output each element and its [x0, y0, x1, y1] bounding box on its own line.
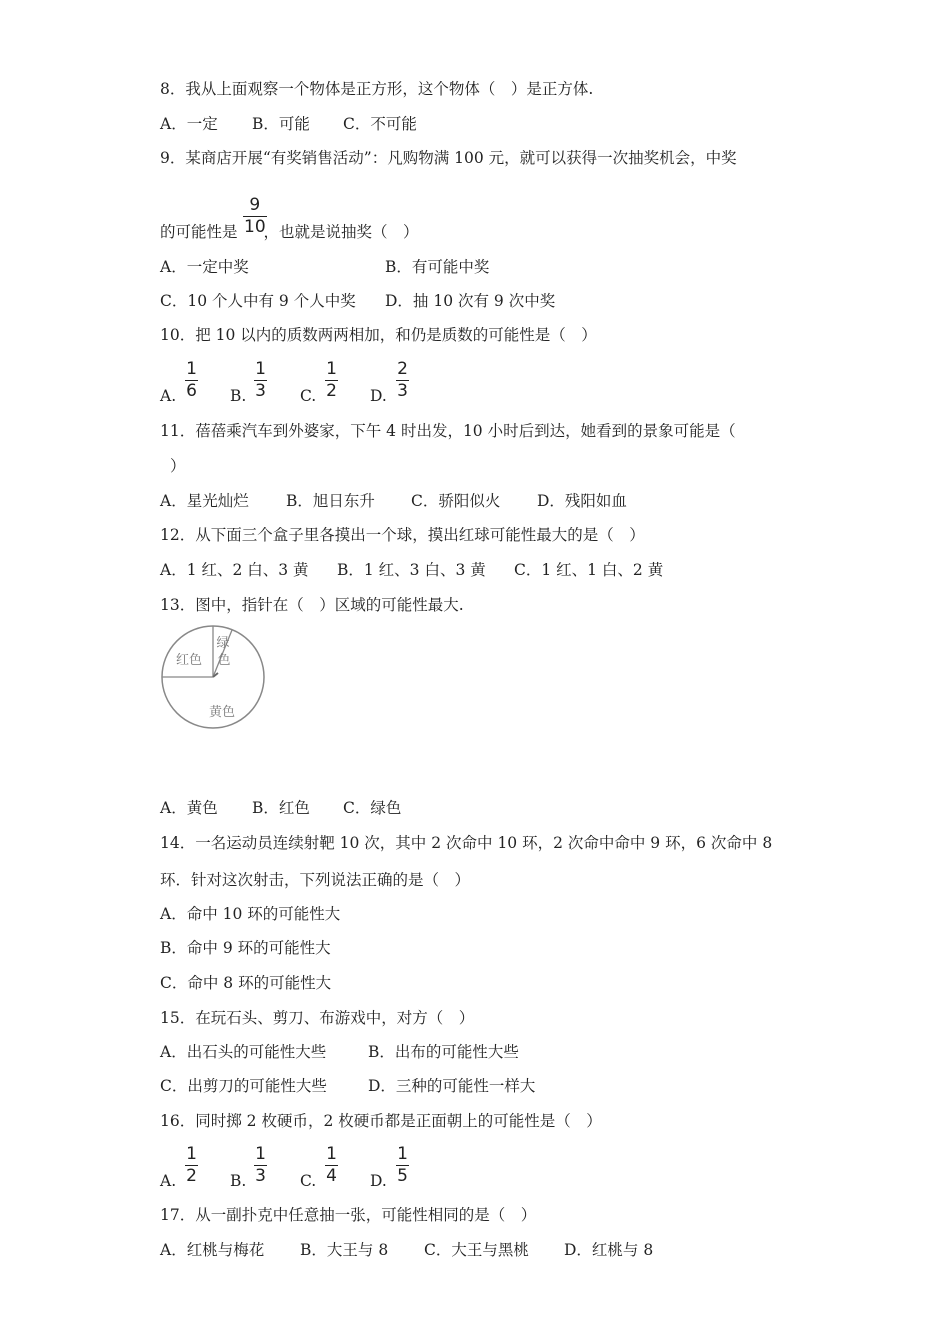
- q17-option-c[interactable]: C．大王与黑桃: [424, 1241, 529, 1259]
- fraction-numerator: 1: [326, 359, 337, 379]
- q11-option-a[interactable]: A．星光灿烂: [160, 492, 249, 510]
- q15-stem: 15．在玩石头、剪刀、布游戏中，对方（ ）: [160, 1009, 475, 1027]
- q16-fraction-d: [396, 1146, 409, 1185]
- q15-option-b[interactable]: B．出布的可能性大些: [368, 1043, 519, 1061]
- sector-yellow-label: 黄色: [208, 705, 236, 720]
- q17-stem: 17．从一副扑克中任意抽一张，可能性相同的是（ ）: [160, 1206, 537, 1224]
- fraction-numerator: 1: [186, 1144, 197, 1164]
- q15-option-d[interactable]: D．三种的可能性一样大: [368, 1077, 536, 1095]
- q11-stem-cont: ）: [170, 457, 186, 475]
- q11-option-c[interactable]: C．骄阳似火: [411, 492, 501, 510]
- q14-stem-cont: 环．针对这次射击，下列说法正确的是（ ）: [160, 871, 471, 889]
- fraction-denominator: 4: [326, 1166, 337, 1186]
- q14-option-a[interactable]: A．命中 10 环的可能性大: [160, 905, 341, 923]
- fraction-denominator: 3: [255, 1166, 266, 1186]
- q10-stem: 10．把 10 以内的质数两两相加，和仍是质数的可能性是（ ）: [160, 326, 597, 344]
- q10-option-c[interactable]: C.: [300, 387, 317, 405]
- q14-option-c[interactable]: C．命中 8 环的可能性大: [160, 974, 332, 992]
- spinner-figure: [158, 622, 270, 734]
- q16-fraction-c: [325, 1146, 338, 1185]
- q16-fraction-a: [185, 1146, 198, 1185]
- q13-option-a[interactable]: A．黄色: [160, 799, 218, 817]
- q10-fraction-c: [325, 361, 338, 400]
- q15-option-a[interactable]: A．出石头的可能性大些: [160, 1043, 327, 1061]
- q10-fraction-a: [185, 361, 198, 400]
- fraction-numerator: 1: [255, 1144, 266, 1164]
- fraction-denominator: 3: [397, 381, 408, 401]
- q10-option-a[interactable]: A.: [160, 387, 177, 405]
- q13-stem: 13．图中，指针在（ ）区域的可能性最大.: [160, 596, 464, 614]
- q14-stem: 14．一名运动员连续射靶 10 次，其中 2 次命中 10 环，2 次命中命中 9 环，6 次命中 8: [160, 834, 773, 852]
- fraction-numerator: 1: [326, 1144, 337, 1164]
- q13-option-b[interactable]: B．红色: [252, 799, 310, 817]
- fraction-numerator: 2: [397, 359, 408, 379]
- q9-stem: 9．某商店开展“有奖销售活动”：凡购物满 100 元，就可以获得一次抽奖机会，中奖: [160, 149, 737, 167]
- fraction-denominator: 3: [255, 381, 266, 401]
- fraction-numerator: 9: [249, 195, 261, 215]
- q10-fraction-b: [254, 361, 267, 400]
- fraction-denominator: 2: [326, 381, 337, 401]
- q11-stem: 11．蓓蓓乘汽车到外婆家，下午 4 时出发，10 小时后到达，她看到的景象可能是（: [160, 422, 736, 440]
- q16-option-b[interactable]: B.: [230, 1172, 247, 1190]
- fraction-numerator: 1: [255, 359, 266, 379]
- q9-option-b[interactable]: B．有可能中奖: [385, 258, 490, 276]
- sector-green-label-2: 色: [217, 653, 231, 668]
- q8-option-c[interactable]: C．不可能: [343, 115, 417, 133]
- fraction-denominator: 2: [186, 1166, 197, 1186]
- q9-stem-cont: [160, 222, 419, 242]
- q9-fraction: [243, 197, 267, 236]
- q17-option-d[interactable]: D．红桃与 8: [564, 1241, 654, 1259]
- q11-option-b[interactable]: B．旭日东升: [286, 492, 375, 510]
- q9-option-c[interactable]: C．10 个人中有 9 个人中奖: [160, 292, 356, 310]
- q12-option-b[interactable]: B．1 红、3 白、3 黄: [337, 561, 486, 579]
- sector-green-label-1: 绿: [216, 636, 230, 651]
- q8-option-b[interactable]: B．可能: [252, 115, 310, 133]
- q10-option-b[interactable]: B.: [230, 387, 247, 405]
- q13-option-c[interactable]: C．绿色: [343, 799, 402, 817]
- q15-option-c[interactable]: C．出剪刀的可能性大些: [160, 1077, 327, 1095]
- q9-stem-before: 的可能性是: [160, 223, 238, 241]
- q9-option-a[interactable]: A．一定中奖: [160, 258, 249, 276]
- q17-option-b[interactable]: B．大王与 8: [300, 1241, 389, 1259]
- fraction-denominator: 10: [244, 217, 266, 237]
- q16-option-a[interactable]: A.: [160, 1172, 177, 1190]
- fraction-denominator: 5: [397, 1166, 408, 1186]
- sector-red-label: 红色: [175, 653, 203, 668]
- q12-stem: 12．从下面三个盒子里各摸出一个球，摸出红球可能性最大的是（ ）: [160, 526, 645, 544]
- q16-option-c[interactable]: C.: [300, 1172, 317, 1190]
- q16-option-d[interactable]: D.: [370, 1172, 387, 1190]
- q10-fraction-d: [396, 361, 409, 400]
- q10-option-d[interactable]: D.: [370, 387, 387, 405]
- q8-option-a[interactable]: A．一定: [160, 115, 218, 133]
- q12-option-c[interactable]: C．1 红、1 白、2 黄: [514, 561, 664, 579]
- q9-option-d[interactable]: D．抽 10 次有 9 次中奖: [385, 292, 556, 310]
- q9-stem-after: ，也就是说抽奖（ ）: [263, 223, 419, 241]
- q11-option-d[interactable]: D．残阳如血: [537, 492, 627, 510]
- q12-option-a[interactable]: A．1 红、2 白、3 黄: [160, 561, 309, 579]
- fraction-numerator: 1: [397, 1144, 408, 1164]
- q17-option-a[interactable]: A．红桃与梅花: [160, 1241, 265, 1259]
- fraction-numerator: 1: [186, 359, 197, 379]
- q8-stem: 8．我从上面观察一个物体是正方形，这个物体（ ）是正方体.: [160, 80, 594, 98]
- q16-stem: 16．同时掷 2 枚硬币，2 枚硬币都是正面朝上的可能性是（ ）: [160, 1112, 602, 1130]
- fraction-denominator: 6: [186, 381, 197, 401]
- q16-fraction-b: [254, 1146, 267, 1185]
- q14-option-b[interactable]: B．命中 9 环的可能性大: [160, 939, 331, 957]
